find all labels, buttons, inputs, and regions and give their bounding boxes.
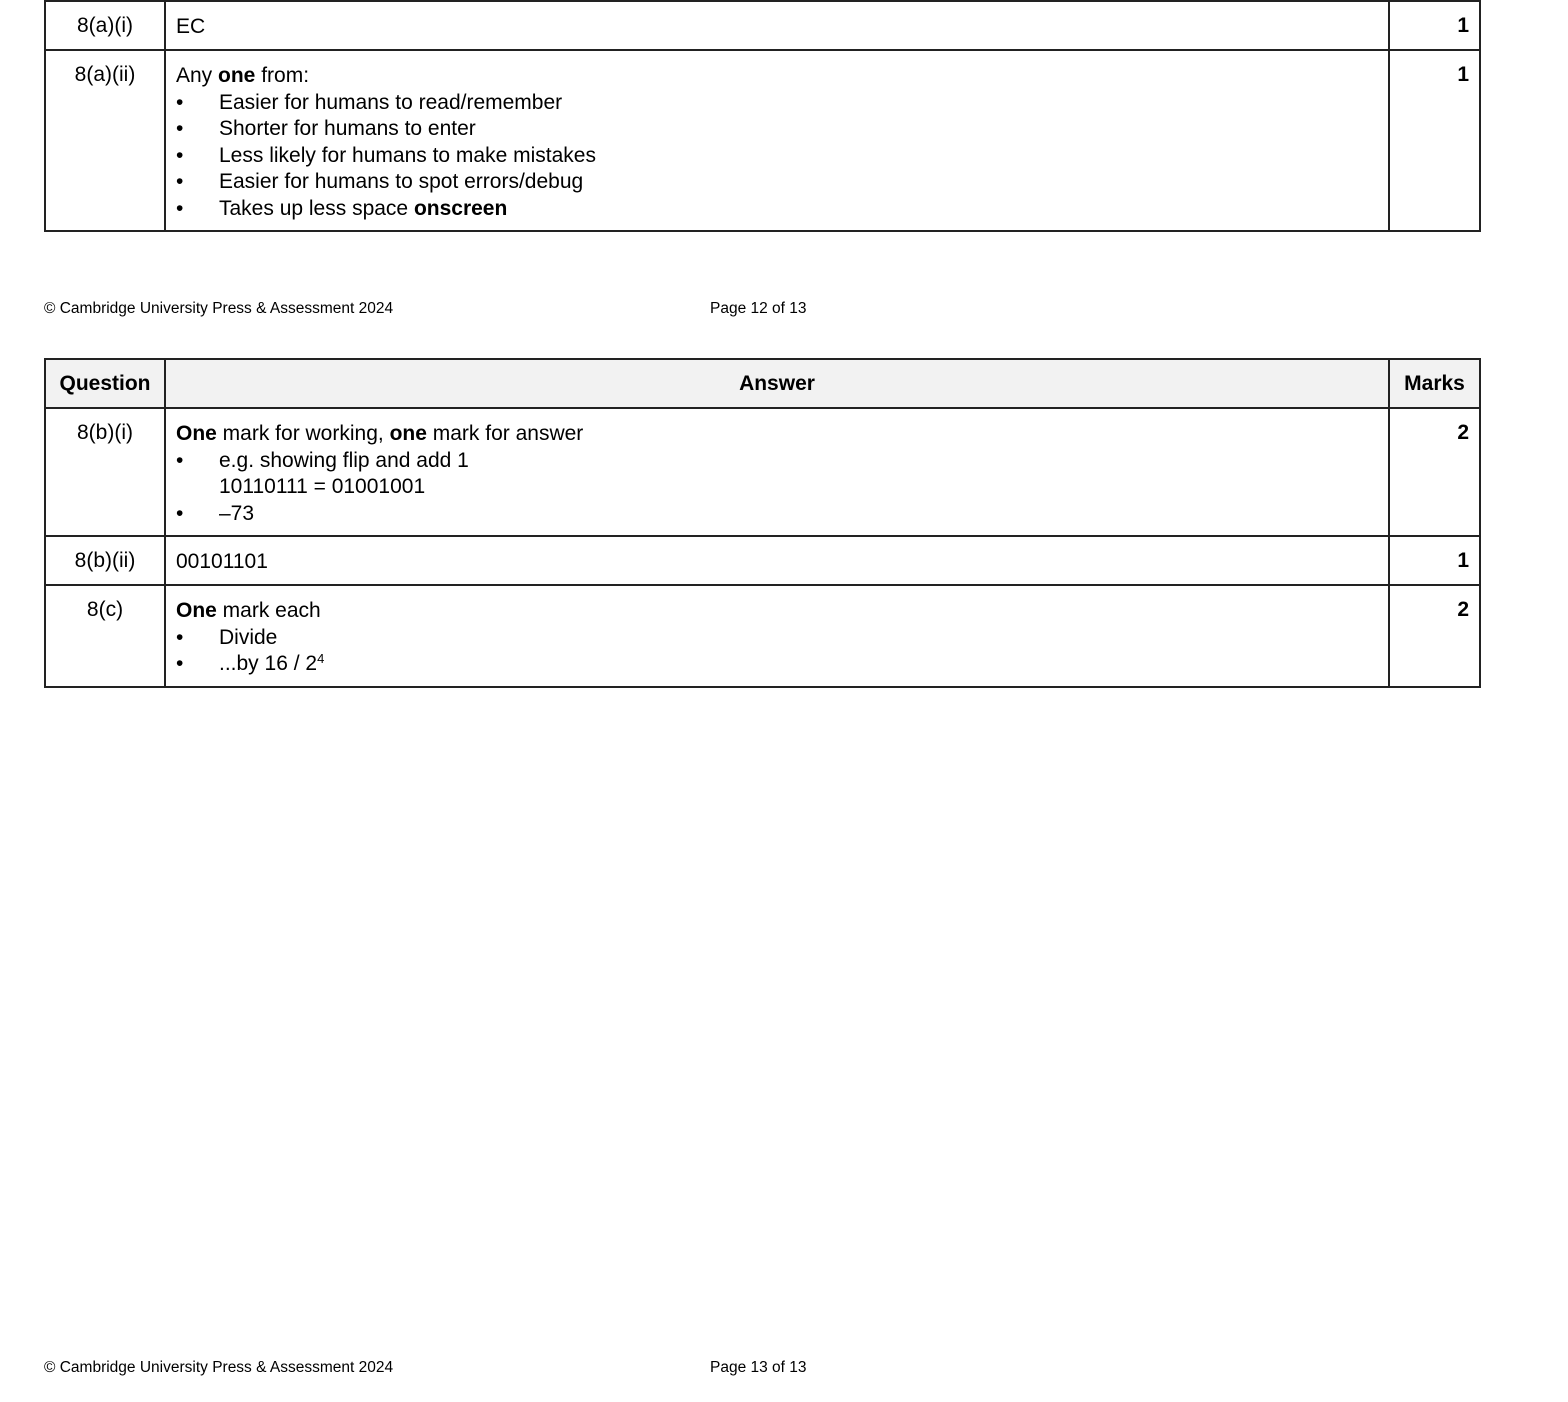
copyright-text: © Cambridge University Press & Assessment 2024 [44,300,394,317]
answer-bullet-list [176,625,1378,678]
bullet-continuation: 10110111 = 01001001 [219,475,426,498]
list-item: • Easier for humans to read/remember [176,90,1378,117]
marks-cell: 1 [1389,1,1480,50]
list-item: • Divide [176,625,1378,652]
answer-cell [165,1,1389,50]
marks-cell: 1 [1389,50,1480,231]
column-header-question: Question [45,359,165,408]
question-cell: 8(c) [45,585,165,687]
answer-bullet-list [176,448,1378,475]
page-number: Page 12 of 13 [710,300,807,317]
question-cell: 8(a)(i) [45,1,165,50]
answer-bullet-list [176,501,1378,528]
superscript: 4 [317,651,325,666]
answer-text: 00101101 [176,550,268,573]
copyright-text: © Cambridge University Press & Assessment 2024 [44,1359,394,1376]
answer-text: EC [176,15,206,38]
question-cell: 8(b)(ii) [45,536,165,585]
table-row [45,408,1480,536]
marks-cell: 2 [1389,585,1480,687]
list-item: • ...by $16 / 2^4$ [176,651,1378,678]
question-cell: 8(b)(i) [45,408,165,536]
table-header-row [45,359,1480,408]
table-row [45,50,1480,231]
page-footer [44,1359,1481,1379]
question-cell: 8(a)(ii) [45,50,165,231]
answer-cell [165,50,1389,231]
list-item: • –73 [176,501,1378,528]
answer-cell [165,408,1389,536]
table-row [45,1,1480,50]
mark-scheme-table-page-13 [44,358,1481,688]
marks-cell: 1 [1389,536,1480,585]
table-row [45,585,1480,687]
column-header-marks: Marks [1389,359,1480,408]
column-header-answer: Answer [165,359,1389,408]
list-item: • e.g. showing flip and add 1 [176,448,1378,475]
list-item: • Less likely for humans to make mistakes [176,143,1378,170]
list-item: • Shorter for humans to enter [176,116,1378,143]
mark-scheme-table-page-12 [44,0,1481,232]
list-item: • Takes up less space onscreen [176,196,1378,223]
list-item: • Easier for humans to spot errors/debug [176,169,1378,196]
page-footer [44,300,1481,320]
table-row [45,536,1480,585]
answer-cell [165,536,1389,585]
answer-intro: One mark each [176,599,321,622]
page-number: Page 13 of 13 [710,1359,807,1376]
marks-cell: 2 [1389,408,1480,536]
answer-bullet-list [176,90,1378,223]
answer-cell [165,585,1389,687]
answer-intro: Any one from: [176,64,310,87]
answer-intro: One mark for working, one mark for answer [176,422,584,445]
